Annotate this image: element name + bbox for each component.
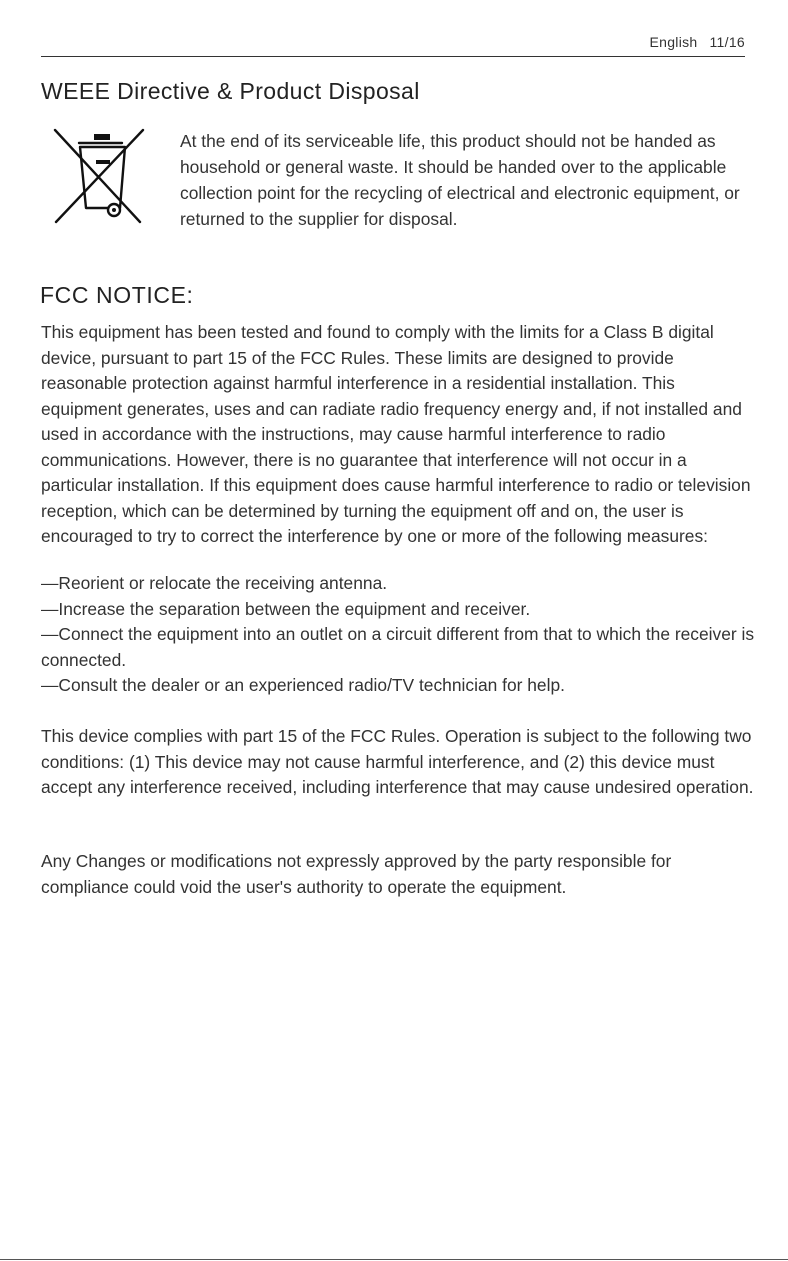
fcc-measures-list — [41, 571, 756, 699]
fcc-paragraph-modifications: Any Changes or modifications not expressly approved by the party responsible for compliance could void the user's authority to operate the equipment. — [41, 851, 672, 897]
fcc-title: FCC NOTICE: — [40, 282, 194, 308]
fcc-paragraph-conditions: This device complies with part 15 of the FCC Rules. Operation is subject to the following two conditions: (1) This device may not cause harmful interference, and (2) this device must accept any interference received, including interference that may cause undesired operation. — [41, 726, 754, 797]
fcc-paragraph-limits: This equipment has been tested and found to comply with the limits for a Class B digital device, pursuant to part 15 of the FCC Rules. These limits are designed to provide reasonable protection against harmful interference in a residential installation. This equipment generates, uses and can radiate radio frequency energy and, if not installed and used in accordance with the instructions, may cause harmful interference to radio communications. However, there is no guarantee that interference will not occur in a particular installation. If this equipment does cause harmful interference to radio or television reception, which can be determined by turning the equipment off and on, the user is encouraged to try to correct the interference by one or more of the following measures: — [41, 322, 751, 546]
list-item: —Consult the dealer or an experienced radio/TV technician for help. — [41, 675, 565, 695]
list-item: —Reorient or relocate the receiving antenna. — [41, 573, 388, 593]
header-page-number: 11/16 — [709, 34, 745, 50]
list-item: —Increase the separation between the equipment and receiver. — [41, 598, 531, 619]
weee-title: WEEE Directive & Product Disposal — [41, 78, 420, 104]
bottom-divider — [0, 1259, 788, 1260]
list-item: —Connect the equipment into an outlet on a circuit different from that to which the receiver is connected. — [41, 624, 755, 670]
weee-disposal-text: At the end of its serviceable life, this product should not be handed as household or general waste. It should be handed over to the applicable collection point for the recycling of electrical and electronic equipment, or returned to the supplier for disposal. — [180, 131, 740, 229]
header-language: English — [649, 34, 698, 50]
crossed-out-wheelie-bin-icon — [50, 126, 148, 226]
page-header — [41, 34, 745, 57]
